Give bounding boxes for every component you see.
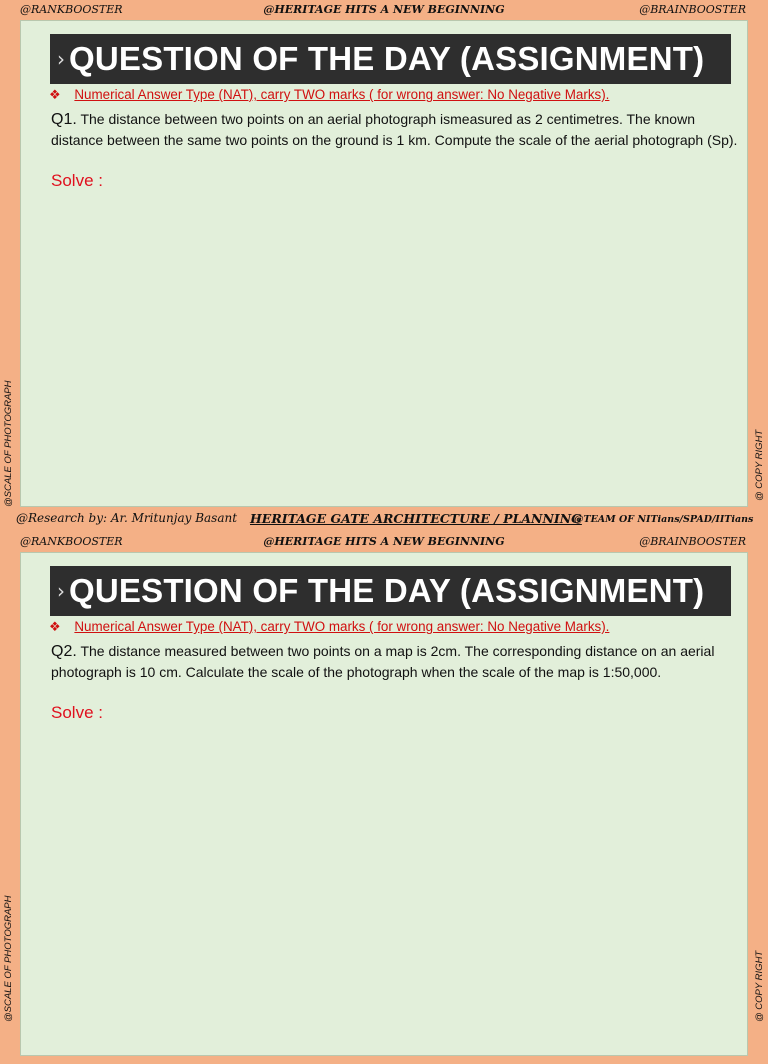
side-label-left: @SCALE OF PHOTOGRAPH xyxy=(3,895,14,1022)
side-label-right: @ COPY RIGHT xyxy=(754,429,765,501)
question-panel xyxy=(20,552,748,1056)
banner-title: QUESTION OF THE DAY (ASSIGNMENT) xyxy=(69,40,705,77)
title-banner xyxy=(50,566,731,616)
header-bar xyxy=(0,3,768,19)
header-center: @HERITAGE HITS A NEW BEGINNING xyxy=(263,535,505,548)
chevron-right-icon: › xyxy=(57,47,65,71)
instruction-line xyxy=(49,87,609,103)
footer-bar xyxy=(0,511,768,529)
question-text-block xyxy=(51,641,741,682)
diamond-bullet-icon: ❖ xyxy=(49,87,61,102)
solve-label: Solve : xyxy=(51,171,103,190)
question-number: Q2. xyxy=(51,643,77,660)
header-left: @RANKBOOSTER xyxy=(20,535,123,548)
footer-program: HERITAGE GATE ARCHITECTURE / PLANNING xyxy=(250,511,582,526)
header-right: @BRAINBOOSTER xyxy=(639,3,746,16)
diamond-bullet-icon: ❖ xyxy=(49,619,61,634)
header-right: @BRAINBOOSTER xyxy=(639,535,746,548)
side-label-right: @ COPY RIGHT xyxy=(754,950,765,1022)
footer-research: @Research by: Ar. Mritunjay Basant xyxy=(16,511,238,525)
question-text-block xyxy=(51,109,741,150)
instruction-text: Numerical Answer Type (NAT), carry TWO marks ( for wrong answer: No Negative Marks). xyxy=(74,619,610,634)
banner-title: QUESTION OF THE DAY (ASSIGNMENT) xyxy=(69,572,705,609)
instruction-text: Numerical Answer Type (NAT), carry TWO marks ( for wrong answer: No Negative Marks). xyxy=(74,87,610,102)
chevron-right-icon: › xyxy=(57,579,65,603)
title-banner xyxy=(50,34,731,84)
question-panel xyxy=(20,20,748,507)
question-number: Q1. xyxy=(51,111,77,128)
instruction-line xyxy=(49,619,609,635)
header-left: @RANKBOOSTER xyxy=(20,3,123,16)
question-text: The distance between two points on an aerial photograph ismeasured as 2 centimetres. The known distance between the same two points on the ground is 1 km. Compute the scale of the aerial photograph (Sp). xyxy=(51,111,738,148)
slide-2 xyxy=(0,532,768,1064)
header-center: @HERITAGE HITS A NEW BEGINNING xyxy=(263,3,505,16)
question-text: The distance measured between two points on a map is 2cm. The corresponding distance on an aerial photograph is 10 cm. Calculate the scale of the photograph when the scale of the map is 1:50,000. xyxy=(51,643,715,680)
header-bar xyxy=(0,535,768,551)
footer-team: @TEAM OF NITians/SPAD/IITians xyxy=(574,514,754,525)
solve-label: Solve : xyxy=(51,703,103,722)
side-label-left: @SCALE OF PHOTOGRAPH xyxy=(3,380,14,507)
